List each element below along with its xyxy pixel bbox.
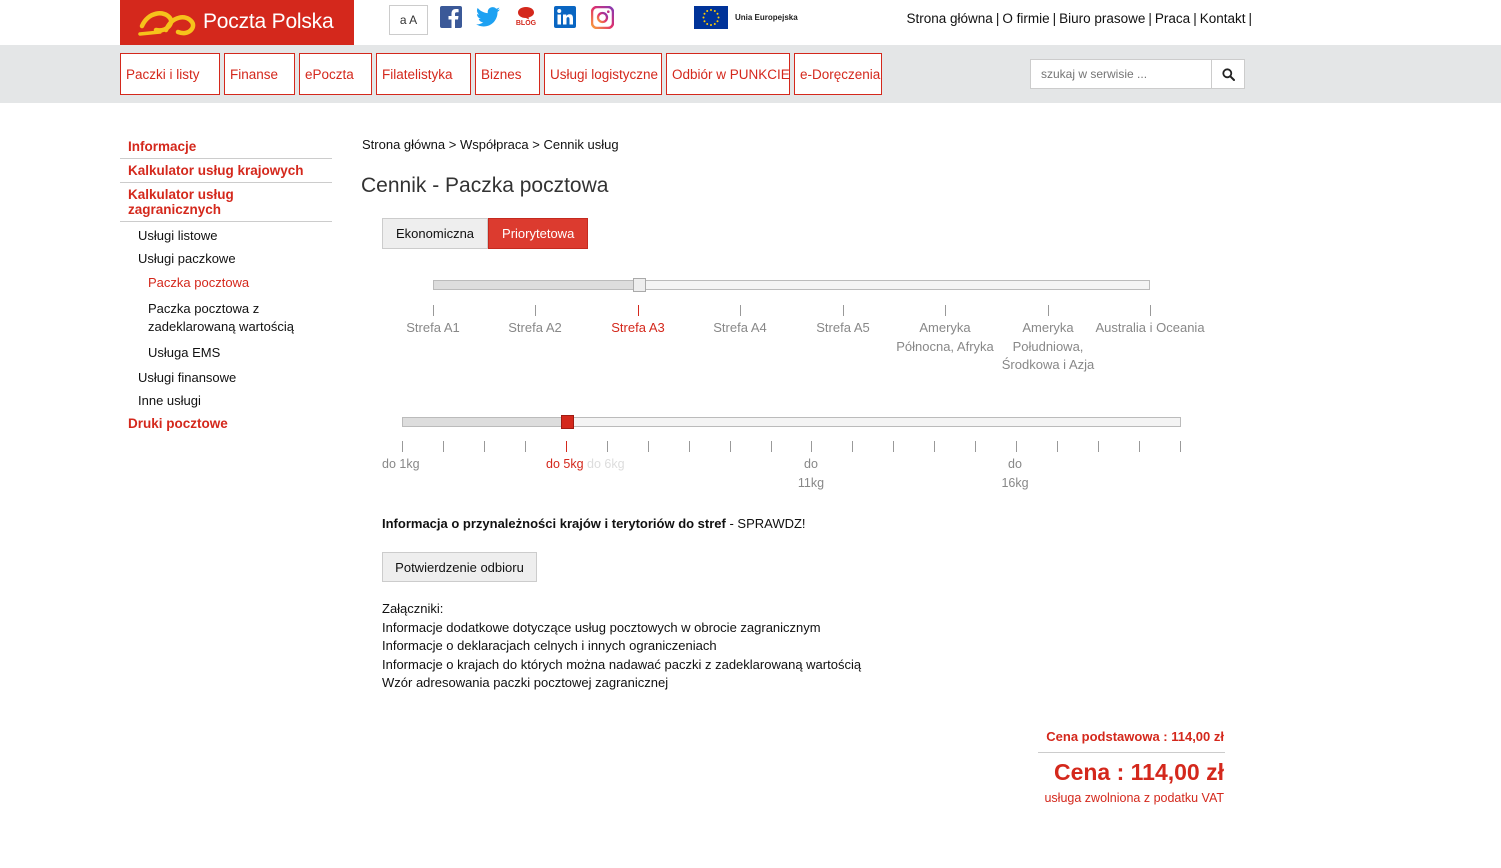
weight-tick — [852, 441, 853, 452]
zone-tick — [535, 305, 536, 316]
weight-tick — [607, 441, 608, 452]
weight-tick — [1098, 441, 1099, 452]
nav-item-odbior[interactable]: Odbiór w PUNKCIE — [666, 53, 790, 95]
breadcrumb-wspolpraca[interactable]: Współpraca — [459, 137, 529, 152]
top-link-about[interactable]: O firmie — [1002, 11, 1050, 26]
eu-flag-icon — [694, 6, 728, 29]
nav-item-logistyka[interactable]: Usługi logistyczne — [544, 53, 662, 95]
zone-tick — [1048, 305, 1049, 316]
sidebar-item-paczka-wartosc[interactable]: Paczka pocztowa z zadeklarowaną wartością — [148, 301, 294, 334]
sidebar-item-informacje[interactable]: Informacje — [120, 135, 332, 159]
weight-tick — [443, 441, 444, 452]
zone-tick — [1150, 305, 1151, 316]
zone-label[interactable]: Australia i Oceania — [1095, 320, 1205, 335]
logo-text: Poczta Polska — [203, 10, 334, 33]
attachment-link[interactable]: Informacje o deklaracjach celnych i innych ograniczeniach — [382, 638, 717, 654]
weight-tick — [1016, 441, 1017, 452]
zone-label[interactable]: Strefa A1 — [406, 320, 460, 335]
sidebar-item-paczka-pocztowa[interactable]: Paczka pocztowa — [148, 275, 250, 290]
search-button[interactable] — [1211, 60, 1244, 88]
top-link-careers[interactable]: Praca — [1154, 11, 1191, 26]
zone-info — [382, 516, 806, 531]
linkedin-icon[interactable] — [553, 5, 577, 29]
price-base: Cena podstawowa : 114,00 zł — [1046, 729, 1224, 744]
zone-label[interactable]: Strefa A4 — [713, 320, 767, 335]
nav-item-paczki[interactable]: Paczki i listy — [120, 53, 220, 95]
weight-tick — [402, 441, 403, 452]
breadcrumb-separator: > — [448, 137, 457, 152]
sidebar-item-kalkulator-krajowy[interactable]: Kalkulator usług krajowych — [120, 159, 332, 183]
attachment-link[interactable]: Informacje dodatkowe dotyczące usług pocztowych w obrocie zagranicznym — [382, 619, 821, 635]
weight-tick — [566, 441, 567, 452]
zone-tick — [638, 305, 639, 316]
zone-label[interactable]: Strefa A3 — [611, 320, 665, 335]
weight-tick — [730, 441, 731, 452]
weight-tick — [1180, 441, 1181, 452]
sidebar-item-uslugi-paczkowe[interactable]: Usługi paczkowe — [138, 251, 236, 266]
page-title: Cennik - Paczka pocztowa — [361, 174, 609, 197]
zone-slider[interactable] — [433, 280, 1150, 290]
zone-label[interactable]: Ameryka Północna, Afryka — [896, 320, 994, 354]
zone-tick — [740, 305, 741, 316]
zone-tick — [945, 305, 946, 316]
weight-label-6kg[interactable]: do 6kg — [587, 457, 625, 471]
sidebar-item-druki[interactable]: Druki pocztowe — [128, 416, 228, 431]
vat-note: usługa zwolniona z podatku VAT — [1044, 791, 1224, 805]
tab-ekonomiczna[interactable]: Ekonomiczna — [382, 218, 488, 249]
zone-slider-fill — [434, 281, 639, 289]
price-total: Cena : 114,00 zł — [1053, 759, 1224, 785]
breadcrumb-home[interactable]: Strona główna — [362, 137, 446, 152]
search-box — [1030, 59, 1245, 89]
nav-item-epoczta[interactable]: ePoczta — [299, 53, 372, 95]
weight-tick — [934, 441, 935, 452]
sidebar-item-uslugi-finansowe[interactable]: Usługi finansowe — [138, 370, 237, 385]
weight-tick — [648, 441, 649, 452]
zone-tick — [843, 305, 844, 316]
weight-tick — [811, 441, 812, 452]
posthorn-icon — [138, 6, 198, 38]
zone-label[interactable]: Strefa A5 — [816, 320, 870, 335]
search-input[interactable] — [1031, 60, 1212, 88]
top-link-contact[interactable]: Kontakt — [1199, 11, 1246, 26]
zone-info-link[interactable]: - SPRAWDZ! — [725, 516, 806, 531]
attachment-link[interactable]: Wzór adresowania paczki pocztowej zagranicznej — [382, 675, 669, 691]
nav-item-biznes[interactable]: Biznes — [475, 53, 540, 95]
service-type-tabs — [382, 218, 588, 249]
eu-badge[interactable] — [694, 5, 804, 29]
weight-tick — [1057, 441, 1058, 452]
breadcrumb — [362, 137, 619, 152]
nav-item-edoreczenia[interactable]: e-Doręczenia — [794, 53, 882, 95]
weight-label-1kg[interactable]: do 1kg — [382, 457, 420, 471]
blog-icon[interactable] — [514, 5, 538, 29]
top-bar — [0, 0, 1501, 45]
top-link-home[interactable]: Strona główna — [906, 11, 993, 26]
zone-info-text: Informacja o przynależności krajów i terytoriów do stref — [382, 516, 726, 531]
sidebar-item-kalkulator-zagraniczny[interactable]: Kalkulator usług zagranicznych — [120, 183, 332, 222]
attachments-heading: Załączniki: — [382, 601, 444, 616]
nav-item-finanse[interactable]: Finanse — [224, 53, 295, 95]
top-links: Strona główna | O firmie | Biuro prasowe | Praca | Kontakt | — [906, 11, 1252, 26]
weight-tick — [975, 441, 976, 452]
zone-tick — [433, 305, 434, 316]
weight-label-16kg[interactable]: do 16kg — [1001, 457, 1029, 490]
search-icon — [1222, 68, 1235, 81]
weight-label-11kg[interactable]: do 11kg — [797, 457, 825, 490]
eu-label: Unia Europejska — [735, 12, 798, 22]
weight-tick — [771, 441, 772, 452]
confirm-receipt-button[interactable]: Potwierdzenie odbioru — [382, 552, 537, 582]
main-nav — [0, 45, 1501, 103]
weight-tick — [893, 441, 894, 452]
nav-item-filatelistyka[interactable]: Filatelistyka — [376, 53, 471, 95]
blog-label: BLOG — [515, 20, 537, 27]
instagram-icon[interactable] — [590, 5, 614, 29]
top-link-press[interactable]: Biuro prasowe — [1059, 11, 1146, 26]
weight-tick — [689, 441, 690, 452]
twitter-icon[interactable] — [476, 5, 500, 29]
tab-priorytetowa[interactable]: Priorytetowa — [488, 218, 588, 249]
weight-slider-fill — [403, 418, 567, 426]
zone-slider-handle[interactable] — [633, 278, 646, 292]
facebook-icon[interactable] — [439, 5, 463, 29]
weight-tick — [1139, 441, 1140, 452]
weight-slider[interactable] — [402, 417, 1181, 427]
attachments — [382, 600, 861, 693]
weight-slider-handle[interactable] — [561, 415, 574, 429]
attachment-link[interactable]: Informacje o krajach do których można nadawać paczki z zadeklarowaną wartością — [382, 656, 862, 672]
logo[interactable] — [120, 0, 354, 45]
sidebar — [120, 135, 332, 435]
weight-label-5kg[interactable]: do 5kg — [546, 457, 584, 471]
price-divider — [1038, 752, 1225, 753]
breadcrumb-current: Cennik usług — [543, 137, 619, 152]
weight-tick — [484, 441, 485, 452]
zone-label[interactable]: Ameryka Południowa, Środkowa i Azja — [1001, 320, 1095, 372]
sidebar-item-ems[interactable]: Usługa EMS — [148, 345, 221, 360]
sidebar-item-uslugi-listowe[interactable]: Usługi listowe — [138, 228, 218, 243]
zone-label[interactable]: Strefa A2 — [508, 320, 562, 335]
weight-tick — [525, 441, 526, 452]
sidebar-item-inne-uslugi[interactable]: Inne usługi — [138, 393, 201, 408]
font-size-toggle[interactable]: a A — [389, 5, 428, 35]
breadcrumb-separator: > — [532, 137, 540, 152]
